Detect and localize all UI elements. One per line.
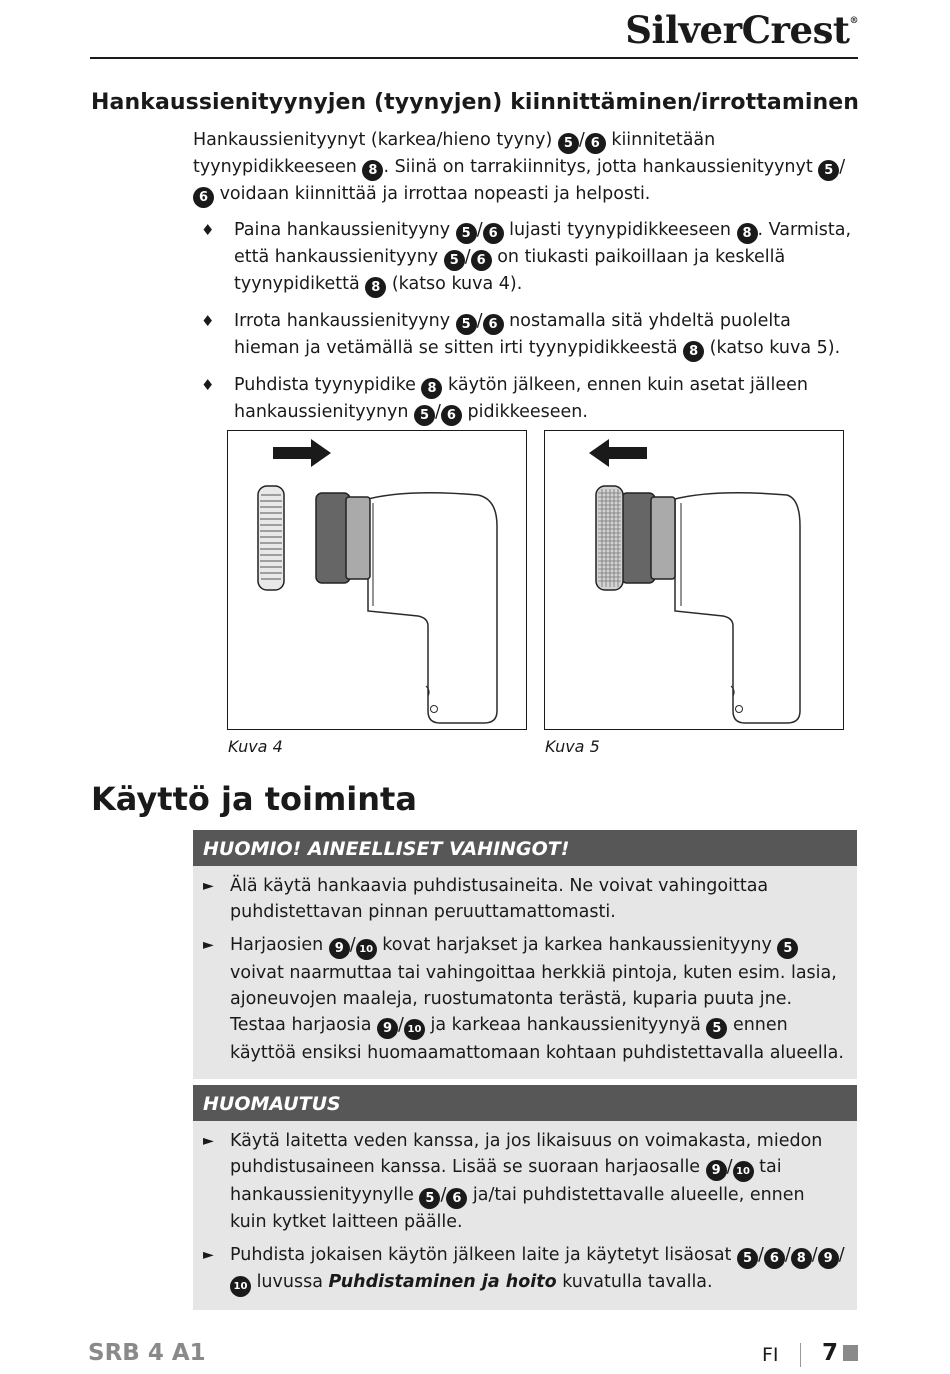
figure-4-caption: Kuva 4	[228, 737, 283, 756]
note-box	[193, 1085, 857, 1310]
part-number-badge: 5	[456, 223, 477, 244]
part-number-badge: 6	[764, 1248, 785, 1269]
part-number-badge: 5	[558, 133, 579, 154]
footer-language: FI	[762, 1344, 779, 1366]
part-number-badge: 5	[444, 250, 465, 271]
part-number-badge: 5	[818, 160, 839, 181]
list-item: ♦ Paina hankaussienityyny 5 / 6 lujasti tyynypidikkeeseen 8 . Varmista, että hankaussienityyny 5 / 6 on tiukasti paikoillaan ja keskellä tyynypidikettä 8 (katso kuva 4).	[193, 217, 858, 298]
intro-paragraph: Hankaussienityynyt (karkea/hieno tyyny) 5 / 6 kiinnitetään tyynypidikkeeseen 8 . Siinä on tarrakiinnitys, jotta hankaussienityynyt 5 /6 voidaan kiinnittää ja irrottaa nopeasti ja helposti.	[193, 127, 858, 208]
list-item: ♦ Irrota hankaussienityyny 5 / 6 nostamalla sitä yhdeltä puolelta hieman ja vetämällä se sitten irti tyynypidikkeestä 8 (katso kuva 5).	[193, 308, 858, 362]
warning-title: HUOMIO! AINEELLISET VAHINGOT!	[193, 830, 857, 866]
part-number-badge: 8	[362, 160, 383, 181]
brand-logo: SilverCrest®	[625, 8, 858, 52]
part-number-badge: 5	[706, 1018, 727, 1039]
part-number-badge: 9	[377, 1018, 398, 1039]
footer-model: SRB 4 A1	[88, 1340, 206, 1366]
arrow-left-icon	[589, 439, 647, 467]
device-illustration	[228, 431, 526, 729]
list-item: ► Puhdista jokaisen käytön jälkeen laite ja käytetyt lisäosat 5 / 6 / 8 / 9 /10 luvussa Puhdistaminen ja hoito kuvatulla tavalla.	[193, 1242, 845, 1297]
footer-square-icon	[843, 1345, 858, 1361]
part-number-badge: 6	[193, 187, 214, 208]
part-number-badge: 8	[791, 1248, 812, 1269]
part-number-badge: 8	[421, 378, 442, 399]
part-number-badge: 8	[683, 341, 704, 362]
page-number: 7	[822, 1340, 839, 1366]
part-number-badge: 5	[777, 938, 798, 959]
figure-5-caption: Kuva 5	[545, 737, 600, 756]
figure-5-remove-pad	[544, 430, 844, 730]
figure-4-attach-pad	[227, 430, 527, 730]
part-number-badge: 9	[329, 938, 350, 959]
part-number-badge: 6	[471, 250, 492, 271]
list-item: ► Älä käytä hankaavia puhdistusaineita. Ne voivat vahingoittaa puhdistettavan pinnan peruuttamattomasti.	[203, 876, 769, 922]
part-number-badge: 10	[356, 939, 377, 960]
part-number-badge: 5	[419, 1188, 440, 1209]
part-number-badge: 9	[818, 1248, 839, 1269]
section-title-pads: Hankaussienityynyjen (tyynyjen) kiinnittäminen/irrottaminen	[91, 90, 860, 115]
part-number-badge: 6	[585, 133, 606, 154]
arrow-right-icon	[273, 439, 331, 467]
warning-box	[193, 830, 857, 1079]
part-number-badge: 8	[365, 277, 386, 298]
header-rule	[90, 57, 858, 59]
device-illustration	[545, 431, 843, 729]
part-number-badge: 8	[737, 223, 758, 244]
chapter-reference: Puhdistaminen ja hoito	[328, 1272, 557, 1292]
list-item: ► Käytä laitetta veden kanssa, ja jos likaisuus on voimakasta, miedon puhdistusaineen kanssa. Lisää se suoraan harjaosalle 9 / 10 tai hankaussienityynylle 5 / 6 ja/tai puhdistettavalle alueelle, ennen kuin kytket laitteen päälle.	[203, 1131, 823, 1232]
part-number-badge: 6	[483, 223, 504, 244]
part-number-badge: 10	[404, 1019, 425, 1040]
part-number-badge: 10	[230, 1276, 251, 1297]
footer-divider	[800, 1343, 801, 1367]
pad-instructions-list	[193, 217, 858, 436]
part-number-badge: 6	[446, 1188, 467, 1209]
section-title-operation: Käyttö ja toiminta	[91, 780, 417, 818]
list-item: ► Harjaosien 9 / 10 kovat harjakset ja karkea hankaussienityyny 5 voivat naarmuttaa tai vahingoittaa herkkiä pintoja, kuten esim. lasia, ajoneuvojen maaleja, ruostumatonta terästä, kuparia puuta jne. Testaa harjaosia 9 / 10 ja karkeaa hankaussienityynyä 5 ennen käyttöä ensiksi huomaamattomaan kohtaan puhdistettavalla alueella.	[203, 935, 844, 1063]
part-number-badge: 5	[456, 314, 477, 335]
part-number-badge: 5	[414, 405, 435, 426]
part-number-badge: 6	[441, 405, 462, 426]
part-number-badge: 5	[737, 1248, 758, 1269]
part-number-badge: 10	[733, 1161, 754, 1182]
list-item: ♦ Puhdista tyynypidike 8 käytön jälkeen, ennen kuin asetat jälleen hankaussienityynyn 5 / 6 pidikkeeseen.	[193, 372, 858, 426]
part-number-badge: 6	[483, 314, 504, 335]
note-title: HUOMAUTUS	[193, 1085, 857, 1121]
part-number-badge: 9	[706, 1160, 727, 1181]
